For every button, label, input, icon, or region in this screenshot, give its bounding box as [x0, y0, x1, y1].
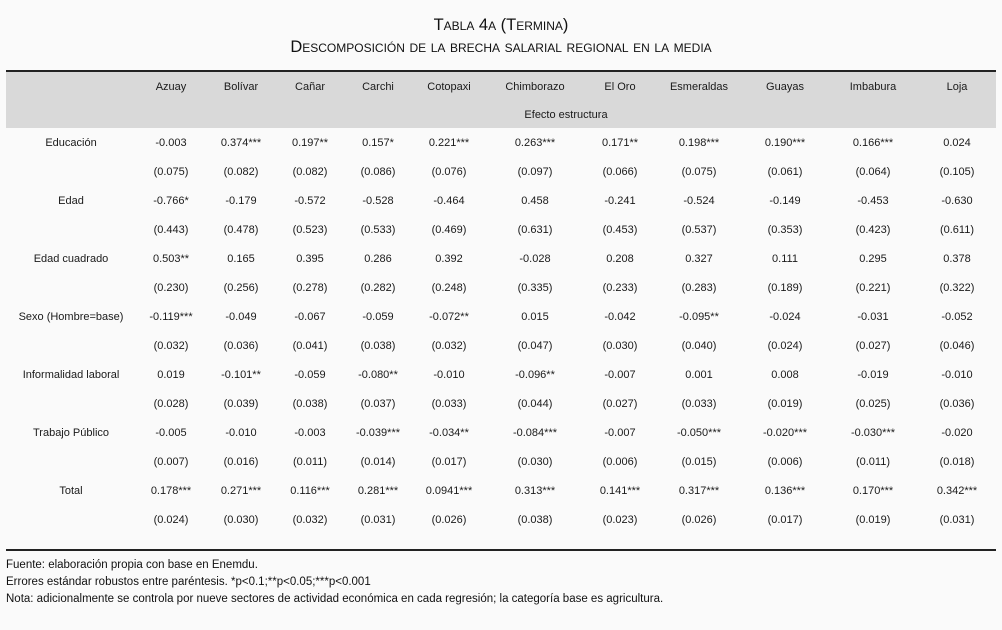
se-cell: (0.082): [292, 165, 328, 178]
se-row: [6, 273, 996, 302]
row-label: Edad cuadrado: [33, 252, 109, 265]
coef-cell: -0.052: [941, 310, 973, 323]
se-row: [6, 447, 996, 476]
se-cell: (0.066): [602, 165, 638, 178]
se-cell: (0.011): [855, 455, 891, 468]
table-title-line1: Tabla 4a (Termina): [433, 16, 569, 34]
coef-cell: 0.008: [771, 368, 799, 381]
se-cell: (0.019): [767, 397, 803, 410]
se-row-spacer: [6, 331, 136, 360]
se-cell: (0.007): [153, 455, 189, 468]
se-cell: (0.453): [602, 223, 638, 236]
column-header: Bolívar: [223, 80, 259, 93]
coef-cell: 0.221***: [428, 136, 470, 149]
se-cell: (0.469): [431, 223, 467, 236]
se-cell: (0.047): [517, 339, 553, 352]
se-cell: (0.026): [681, 513, 717, 526]
coef-cell: -0.464: [433, 194, 465, 207]
coef-row: [6, 302, 996, 331]
coef-row: [6, 476, 996, 505]
coef-cell: -0.010: [941, 368, 973, 381]
se-cell: (0.322): [939, 281, 975, 294]
corner-cell: [6, 72, 136, 101]
se-cell: (0.016): [223, 455, 259, 468]
se-cell: (0.027): [855, 339, 891, 352]
se-cell: (0.283): [681, 281, 717, 294]
coef-cell: -0.049: [225, 310, 257, 323]
coef-cell: 0.198***: [678, 136, 720, 149]
se-cell: (0.038): [517, 513, 553, 526]
se-cell: (0.075): [681, 165, 717, 178]
coef-cell: -0.039***: [355, 426, 401, 439]
row-label: Trabajo Público: [32, 426, 110, 439]
coef-cell: 0.281***: [357, 484, 399, 497]
se-cell: (0.023): [602, 513, 638, 526]
coef-cell: -0.453: [857, 194, 889, 207]
coef-cell: -0.050***: [676, 426, 722, 439]
coef-cell: -0.080**: [358, 368, 398, 381]
se-cell: (0.037): [360, 397, 396, 410]
se-cell: (0.026): [431, 513, 467, 526]
coef-cell: 0.157*: [362, 136, 394, 149]
se-cell: (0.256): [223, 281, 259, 294]
se-cell: (0.097): [517, 165, 553, 178]
coef-cell: 0.317***: [678, 484, 720, 497]
se-cell: (0.523): [292, 223, 328, 236]
se-cell: (0.015): [681, 455, 717, 468]
coef-row: [6, 186, 996, 215]
se-cell: (0.039): [223, 397, 259, 410]
column-header: Carchi: [362, 80, 394, 93]
coef-cell: 0.190***: [764, 136, 806, 149]
se-cell: (0.533): [360, 223, 396, 236]
se-cell: (0.024): [153, 513, 189, 526]
coef-cell: 0.166***: [852, 136, 894, 149]
se-cell: (0.082): [223, 165, 259, 178]
column-header: Azuay: [155, 80, 187, 93]
se-cell: (0.027): [602, 397, 638, 410]
coef-row: [6, 244, 996, 273]
se-cell: (0.014): [360, 455, 396, 468]
coef-cell: -0.149: [769, 194, 801, 207]
coef-cell: 0.313***: [514, 484, 556, 497]
row-label: Informalidad laboral: [22, 368, 120, 381]
coef-cell: -0.010: [225, 426, 257, 439]
se-cell: (0.443): [153, 223, 189, 236]
coef-cell: 0.286: [364, 252, 392, 265]
se-cell: (0.230): [153, 281, 189, 294]
se-cell: (0.032): [153, 339, 189, 352]
coef-cell: -0.072**: [429, 310, 469, 323]
se-cell: (0.076): [431, 165, 467, 178]
coef-cell: -0.095**: [679, 310, 719, 323]
coef-cell: 0.208: [606, 252, 634, 265]
row-label: Total: [59, 484, 83, 497]
controls-note: Nota: adicionalmente se controla por nueve sectores de actividad económica en cada regresión; la categoría base es agricultura.: [6, 593, 664, 605]
coef-cell: 0.342***: [936, 484, 978, 497]
se-cell: (0.038): [360, 339, 396, 352]
coef-cell: 0.503**: [152, 252, 190, 265]
coef-cell: -0.067: [294, 310, 326, 323]
coef-row: [6, 128, 996, 157]
se-row: [6, 505, 996, 534]
se-cell: (0.061): [767, 165, 803, 178]
coef-cell: -0.096**: [515, 368, 555, 381]
se-cell: (0.030): [223, 513, 259, 526]
se-cell: (0.030): [602, 339, 638, 352]
coef-cell: -0.119***: [149, 310, 193, 323]
se-cell: (0.423): [855, 223, 891, 236]
coef-cell: -0.059: [294, 368, 326, 381]
errors-note: Errores estándar robustos entre paréntesis. *p<0.1;**p<0.05;***p<0.001: [6, 576, 371, 588]
coef-cell: 0.395: [296, 252, 324, 265]
coef-cell: 0.374***: [220, 136, 262, 149]
se-cell: (0.064): [855, 165, 891, 178]
coef-cell: 0.263***: [514, 136, 556, 149]
coef-cell: -0.010: [433, 368, 465, 381]
se-cell: (0.353): [767, 223, 803, 236]
coef-cell: 0.271***: [220, 484, 262, 497]
coef-cell: -0.179: [225, 194, 257, 207]
se-cell: (0.019): [855, 513, 891, 526]
coef-cell: -0.042: [604, 310, 636, 323]
se-cell: (0.006): [602, 455, 638, 468]
coef-cell: 0.170***: [852, 484, 894, 497]
table-body: [6, 128, 996, 534]
coef-cell: 0.327: [685, 252, 713, 265]
se-row-spacer: [6, 447, 136, 476]
se-row: [6, 157, 996, 186]
coef-cell: -0.034**: [429, 426, 469, 439]
coef-cell: -0.007: [604, 426, 636, 439]
se-cell: (0.036): [223, 339, 259, 352]
se-cell: (0.036): [939, 397, 975, 410]
coef-cell: -0.028: [519, 252, 551, 265]
coef-cell: 0.111: [772, 252, 798, 265]
se-cell: (0.028): [153, 397, 189, 410]
coef-row: [6, 360, 996, 389]
se-cell: (0.046): [939, 339, 975, 352]
section-spacer: [6, 101, 136, 128]
se-row: [6, 389, 996, 418]
se-row-spacer: [6, 215, 136, 244]
coef-cell: -0.572: [294, 194, 326, 207]
se-cell: (0.189): [767, 281, 803, 294]
se-cell: (0.040): [681, 339, 717, 352]
coef-cell: 0.178***: [150, 484, 192, 497]
row-label: Edad: [58, 194, 84, 207]
coef-cell: 0.015: [521, 310, 549, 323]
se-cell: (0.631): [517, 223, 553, 236]
row-label: Sexo (Hombre=base): [18, 310, 124, 323]
source-note: Fuente: elaboración propia con base en Enemdu.: [6, 559, 258, 571]
coef-cell: -0.020: [941, 426, 973, 439]
table-title: [0, 14, 1002, 58]
coef-cell: 0.0941***: [425, 484, 473, 497]
coef-cell: -0.024: [769, 310, 801, 323]
column-header: Esmeraldas: [669, 80, 729, 93]
se-cell: (0.075): [153, 165, 189, 178]
se-cell: (0.478): [223, 223, 259, 236]
coef-cell: -0.007: [604, 368, 636, 381]
se-row: [6, 215, 996, 244]
coef-cell: -0.101**: [221, 368, 261, 381]
se-cell: (0.086): [360, 165, 396, 178]
bottom-rule: [6, 549, 996, 551]
column-header-row: [6, 72, 996, 101]
coef-cell: 0.197**: [291, 136, 329, 149]
se-cell: (0.032): [292, 513, 328, 526]
se-cell: (0.031): [939, 513, 975, 526]
coef-cell: -0.030***: [850, 426, 896, 439]
se-cell: (0.044): [517, 397, 553, 410]
se-row-spacer: [6, 157, 136, 186]
coef-cell: -0.528: [362, 194, 394, 207]
se-cell: (0.248): [431, 281, 467, 294]
table-title-line2: Descomposición de la brecha salarial regional en la media: [290, 38, 712, 56]
column-header: Cañar: [295, 80, 325, 93]
results-table: [6, 72, 996, 534]
se-row: [6, 331, 996, 360]
coef-cell: 0.001: [685, 368, 713, 381]
coef-cell: -0.084***: [512, 426, 558, 439]
se-cell: (0.233): [602, 281, 638, 294]
se-cell: (0.006): [767, 455, 803, 468]
se-cell: (0.011): [292, 455, 328, 468]
se-cell: (0.024): [767, 339, 803, 352]
se-row-spacer: [6, 505, 136, 534]
se-cell: (0.335): [517, 281, 553, 294]
coef-row: [6, 418, 996, 447]
coef-cell: 0.019: [157, 368, 185, 381]
coef-cell: -0.766*: [153, 194, 189, 207]
coef-cell: -0.031: [857, 310, 889, 323]
coef-cell: 0.024: [943, 136, 971, 149]
se-cell: (0.105): [939, 165, 975, 178]
coef-cell: 0.141***: [599, 484, 641, 497]
column-header: Imbabura: [849, 80, 897, 93]
coef-cell: 0.295: [859, 252, 887, 265]
coef-cell: -0.003: [155, 136, 187, 149]
coef-cell: 0.136***: [764, 484, 806, 497]
section-row: [6, 101, 996, 128]
se-cell: (0.282): [360, 281, 396, 294]
column-header: El Oro: [604, 80, 636, 93]
se-cell: (0.278): [292, 281, 328, 294]
se-cell: (0.025): [855, 397, 891, 410]
se-row-spacer: [6, 389, 136, 418]
coef-cell: -0.005: [155, 426, 187, 439]
se-cell: (0.033): [681, 397, 717, 410]
se-cell: (0.033): [431, 397, 467, 410]
se-cell: (0.031): [360, 513, 396, 526]
coef-cell: 0.458: [521, 194, 549, 207]
column-header: Cotopaxi: [427, 80, 471, 93]
coef-cell: -0.019: [857, 368, 889, 381]
se-cell: (0.537): [681, 223, 717, 236]
coef-cell: -0.059: [362, 310, 394, 323]
column-header: Guayas: [766, 80, 804, 93]
coef-cell: -0.630: [941, 194, 973, 207]
coef-cell: 0.378: [943, 252, 971, 265]
se-cell: (0.038): [292, 397, 328, 410]
se-cell: (0.018): [939, 455, 975, 468]
coef-cell: 0.392: [435, 252, 463, 265]
coef-cell: 0.171**: [601, 136, 639, 149]
se-cell: (0.611): [939, 223, 975, 236]
row-label: Educación: [45, 136, 97, 149]
coef-cell: -0.524: [683, 194, 715, 207]
section-label: Efecto estructura: [524, 108, 608, 121]
coef-cell: -0.003: [294, 426, 326, 439]
se-cell: (0.017): [767, 513, 803, 526]
coef-cell: 0.165: [227, 252, 255, 265]
se-cell: (0.221): [855, 281, 891, 294]
se-cell: (0.032): [431, 339, 467, 352]
coef-cell: 0.116***: [290, 484, 330, 497]
se-cell: (0.017): [431, 455, 467, 468]
se-cell: (0.041): [292, 339, 328, 352]
se-row-spacer: [6, 273, 136, 302]
coef-cell: -0.241: [604, 194, 636, 207]
coef-cell: -0.020***: [762, 426, 808, 439]
table-notes: [6, 557, 663, 608]
se-cell: (0.030): [517, 455, 553, 468]
column-header: Loja: [946, 80, 968, 93]
column-header: Chimborazo: [505, 80, 565, 93]
